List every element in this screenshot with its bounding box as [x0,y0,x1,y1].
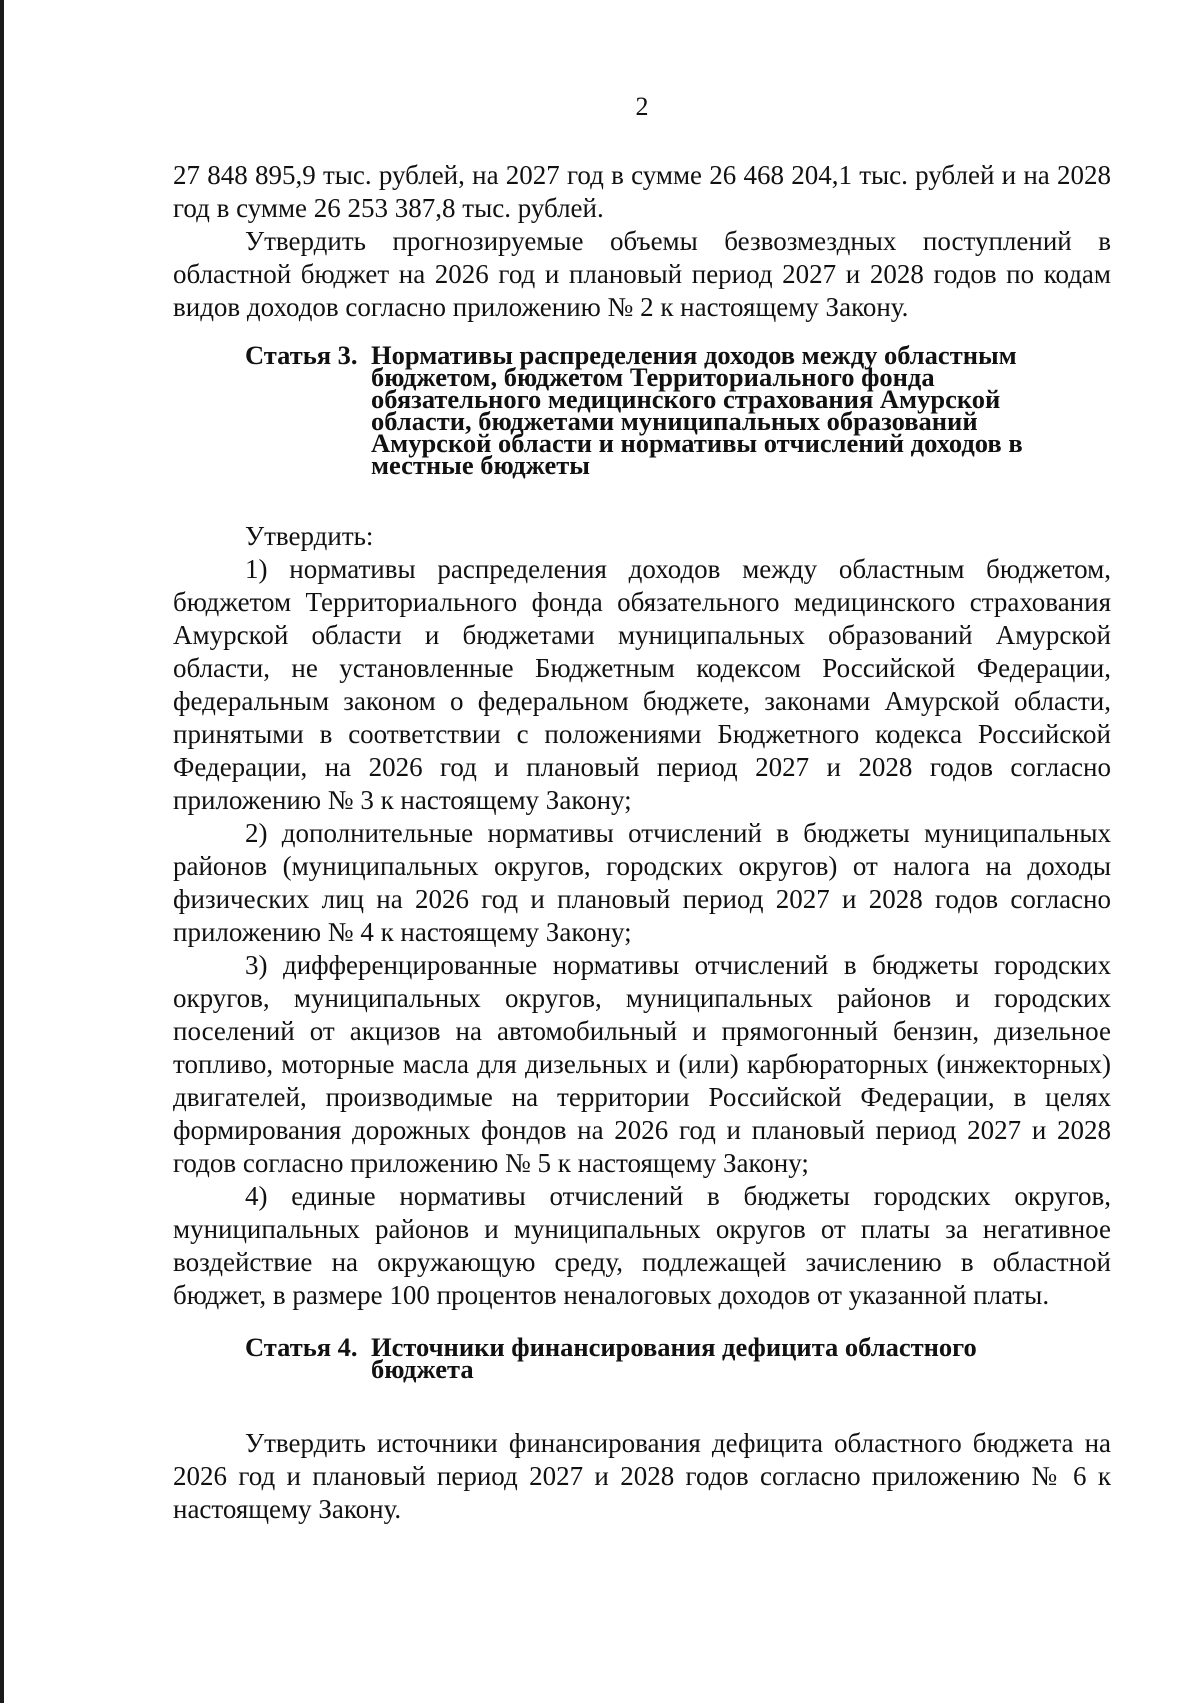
article-3-title: Нормативы распределения доходов между областным бюджетом, бюджетом Территориального фонда обязательного медицинского страхования Амурской области, бюджетами муниципальных образований Амурской области и нормативы отчислений доходов в местные бюджеты [371,340,1023,480]
scan-edge [0,0,4,1703]
article-3-item-1: 1) нормативы распределения доходов между областным бюджетом, бюджетом Территориального фонда обязательного медицинского страхования Амурской области и бюджетами муниципальных образований Амурской области, не установленные Бюджетным кодексом Российской Федерации, федеральным законом о федеральном бюджете, законами Амурской области, принятыми в соответствии с положениями Бюджетного кодекса Российской Федерации, на 2026 год и плановый период 2027 и 2028 годов согласно приложению № 3 к настоящему Закону; [173,554,1111,815]
article-3-item-2: 2) дополнительные нормативы отчислений в бюджеты муниципальных районов (муниципальных округов, городских округов) от налога на доходы физических лиц на 2026 год и плановый период 2027 и 2028 годов согласно приложению № 4 к настоящему Закону; [173,818,1111,947]
page-number: 2 [635,92,649,121]
article-3-lead: Утвердить: [245,521,374,551]
article-3-heading [245,340,1060,480]
paragraph-continuation: 27 848 895,9 тыс. рублей, на 2027 год в сумме 26 468 204,1 тыс. рублей и на 2028 год в сумме 26 253 387,8 тыс. рублей. [173,160,1111,223]
article-4-heading [245,1332,1060,1384]
article-4-label: Статья 4. [245,1332,358,1362]
article-4-text: Утвердить источники финансирования дефицита областного бюджета на 2026 год и плановый период 2027 и 2028 годов согласно приложению № 6 к настоящему Закону. [173,1428,1111,1524]
article-3-item-3: 3) дифференцированные нормативы отчислений в бюджеты городских округов, муниципальных округов, муниципальных районов и городских поселений от акцизов на автомобильный и прямогонный бензин, дизельное топливо, моторные масла для дизельных и (или) карбюраторных (инжекторных) двигателей, производимые на территории Российской Федерации, в целях формирования дорожных фондов на 2026 год и плановый период 2027 и 2028 годов согласно приложению № 5 к настоящему Закону; [173,950,1111,1178]
paragraph-grants: Утвердить прогнозируемые объемы безвозмездных поступлений в областной бюджет на 2026 год и плановый период 2027 и 2028 годов по кодам видов доходов согласно приложению № 2 к настоящему Закону. [173,226,1111,322]
article-4-title: Источники финансирования дефицита областного бюджета [371,1332,977,1384]
document-page [173,92,1111,1526]
article-3-item-4: 4) единые нормативы отчислений в бюджеты городских округов, муниципальных районов и муниципальных округов от платы за негативное воздействие на окружающую среду, подлежащей зачислению в областной бюджет, в размере 100 процентов неналоговых доходов от указанной платы. [173,1181,1111,1310]
article-3-label: Статья 3. [245,340,358,370]
